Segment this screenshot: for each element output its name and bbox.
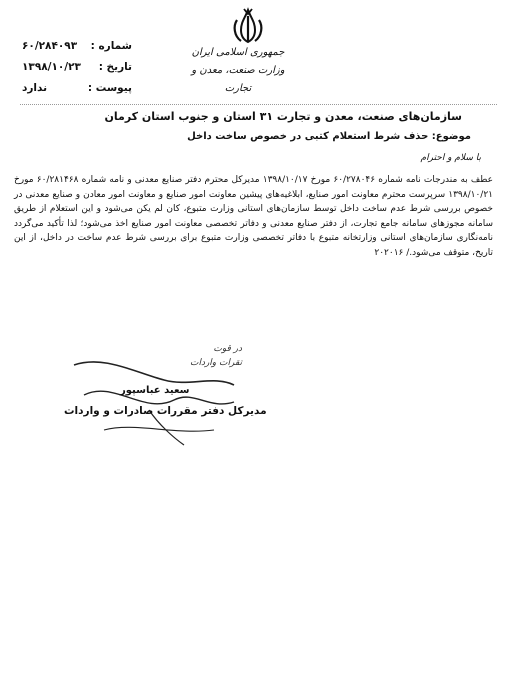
letter-attachment-label: پیوست : bbox=[87, 82, 132, 94]
handwritten-line-2: تقرات واردات bbox=[189, 358, 242, 368]
letter-subject: موضوع: حذف شرط استعلام کتبی در خصوص ساخت داخل bbox=[187, 131, 471, 142]
letter-meta bbox=[22, 36, 132, 99]
letter-greeting: با سلام و احترام bbox=[420, 153, 481, 163]
handwritten-line-1: در قوت bbox=[213, 344, 242, 354]
letter-number-row bbox=[22, 36, 132, 57]
letter-date-label: تاریخ : bbox=[98, 61, 132, 73]
letter-recipient: سازمان‌های صنعت، معدن و تجارت ۳۱ استان و جنوب استان کرمان bbox=[104, 110, 462, 123]
org-line-country: جمهوری اسلامی ایران bbox=[191, 47, 285, 58]
letter-attachment-value: ندارد bbox=[22, 82, 48, 94]
org-line-ministry: وزارت صنعت، معدن و تجارت bbox=[191, 65, 285, 94]
header-divider bbox=[20, 104, 497, 105]
signer-title: مدیرکل دفتر مقررات صادرات و واردات bbox=[64, 405, 267, 417]
iran-emblem-icon bbox=[228, 6, 268, 46]
letter-attachment-row bbox=[22, 78, 132, 99]
signer-name: سعید عباسپور bbox=[120, 385, 190, 396]
letter-date-row bbox=[22, 57, 132, 78]
letter-body: عطف به مندرجات نامه شماره ۶۰/۲۷۸۰۴۶ مورخ ۱۳۹۸/۱۰/۱۷ مدیرکل محترم دفتر صنایع معدنی و نامه شماره ۶۰/۲۸۱۴۶۸ مورخ ۱۳۹۸/۱۰/۲۱ سرپرست محترم معاونت امور صنایع، ابلاغیه‌های پیشین معاونت امور صنایع و معاونت امور معادن و صنایع معدنی در خصوص بررسی شرط عدم ساخت داخل توسط سازمان‌های استانی وزارت متبوع، کان لم یکن می‌شود و این استعلام از طریق سامانه مجوزهای سامانه جامع تجارت، از دفتر صنایع معدنی و دفاتر تخصصی معاونت امور صنایع اخذ می‌شود؛ لذا تأکید می‌گردد نامه‌نگاری سازمان‌های استانی وزارتخانه متبوع با دفاتر تخصصی وزارت متبوع برای بررسی شرط عدم ساخت در داخل، از این تاریخ، متوقف می‌شود./ ۲۰۲۰۱۶ bbox=[14, 175, 493, 258]
handwritten-annotation bbox=[152, 342, 242, 370]
letter-date-value: ۱۳۹۸/۱۰/۲۳ bbox=[22, 61, 81, 73]
letter-number-label: شماره : bbox=[90, 40, 132, 52]
letter-number-value: ۶۰/۲۸۴۰۹۳ bbox=[22, 40, 78, 52]
ministry-header bbox=[178, 44, 298, 98]
